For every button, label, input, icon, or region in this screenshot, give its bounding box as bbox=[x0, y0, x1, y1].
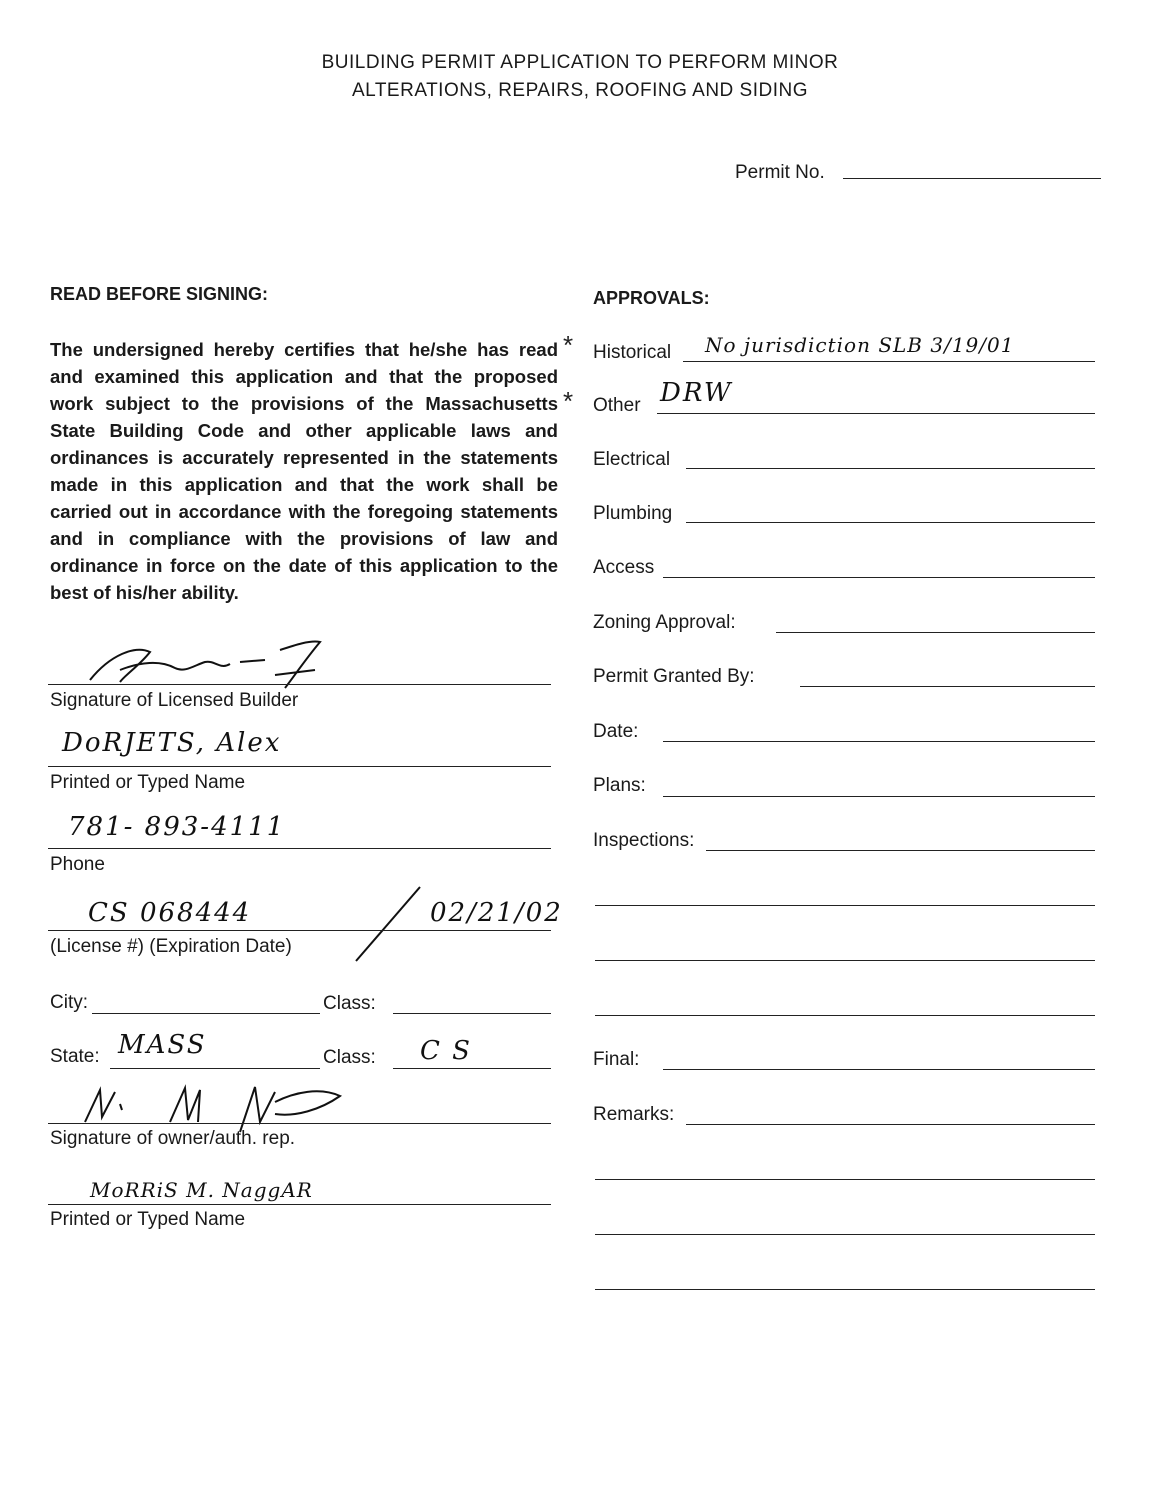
remarks-extra-line-1[interactable] bbox=[595, 1179, 1095, 1180]
builder-printed-name-label: Printed or Typed Name bbox=[50, 772, 246, 793]
remarks-extra-line-2[interactable] bbox=[595, 1234, 1095, 1235]
state-class-label: Class: bbox=[323, 1047, 376, 1068]
license-number-value: CS 068444 bbox=[88, 898, 252, 928]
inspections-field[interactable] bbox=[706, 850, 1095, 851]
historical-label: Historical bbox=[593, 342, 672, 363]
phone-label: Phone bbox=[50, 854, 105, 875]
plumbing-field[interactable] bbox=[686, 522, 1095, 523]
owner-printed-name-line[interactable] bbox=[48, 1204, 551, 1205]
phone-value: 781- 893-4111 bbox=[68, 812, 286, 842]
owner-signature-line[interactable] bbox=[48, 1123, 551, 1124]
builder-printed-name-line[interactable] bbox=[48, 766, 551, 767]
plans-label: Plans: bbox=[593, 775, 646, 796]
builder-signature-label: Signature of Licensed Builder bbox=[50, 690, 299, 711]
state-label: State: bbox=[50, 1046, 100, 1067]
other-asterisk-mark: * bbox=[563, 386, 574, 416]
permit-no-label: Permit No. bbox=[735, 162, 825, 183]
plumbing-label: Plumbing bbox=[593, 503, 673, 524]
remarks-label: Remarks: bbox=[593, 1104, 675, 1125]
date-label: Date: bbox=[593, 721, 639, 742]
owner-printed-name-label: Printed or Typed Name bbox=[50, 1209, 246, 1230]
access-field[interactable] bbox=[663, 577, 1095, 578]
inspections-extra-line-3[interactable] bbox=[595, 1015, 1095, 1016]
read-before-signing-heading: READ BEFORE SIGNING: bbox=[50, 284, 269, 304]
historical-field[interactable] bbox=[683, 361, 1095, 362]
state-value: MASS bbox=[118, 1030, 207, 1060]
inspections-label: Inspections: bbox=[593, 830, 695, 851]
certification-text: The undersigned hereby certifies that he/she has read and examined this application and that the proposed work subject to the provisions of the Massachusetts State Building Code and other applicable laws and ordinances is accurately represented in the statements made in this application and that the work shall be carried out in accordance with the foregoing statements and in compliance with the provisions of law and ordinance in force on the date of this application to the best of his/her ability. bbox=[50, 339, 558, 603]
license-expiration-value: 02/21/02 bbox=[430, 898, 563, 928]
license-line[interactable] bbox=[48, 930, 551, 931]
other-field[interactable] bbox=[657, 413, 1095, 414]
license-label: (License #) (Expiration Date) bbox=[50, 936, 292, 957]
phone-line[interactable] bbox=[48, 848, 551, 849]
final-field[interactable] bbox=[663, 1069, 1095, 1070]
city-class-field[interactable] bbox=[393, 1013, 551, 1014]
date-field[interactable] bbox=[663, 741, 1095, 742]
electrical-field[interactable] bbox=[686, 468, 1095, 469]
permit-granted-by-label: Permit Granted By: bbox=[593, 666, 755, 687]
other-value: DRW bbox=[660, 378, 733, 408]
approvals-heading: APPROVALS: bbox=[593, 288, 710, 308]
permit-no-field[interactable] bbox=[843, 178, 1101, 179]
final-label: Final: bbox=[593, 1049, 640, 1070]
remarks-field[interactable] bbox=[686, 1124, 1095, 1125]
historical-value: No jurisdiction SLB 3/19/01 bbox=[705, 333, 1015, 357]
state-class-field[interactable] bbox=[393, 1068, 551, 1069]
city-field[interactable] bbox=[92, 1013, 320, 1014]
city-class-label: Class: bbox=[323, 993, 376, 1014]
plans-field[interactable] bbox=[663, 796, 1095, 797]
remarks-extra-line-3[interactable] bbox=[595, 1289, 1095, 1290]
builder-printed-name-value: DoRJETS, Alex bbox=[62, 728, 282, 758]
license-separator-slash bbox=[350, 885, 430, 965]
state-field[interactable] bbox=[110, 1068, 320, 1069]
permit-granted-by-field[interactable] bbox=[800, 686, 1095, 687]
city-label: City: bbox=[50, 992, 88, 1013]
state-class-value: C S bbox=[420, 1036, 472, 1066]
builder-signature-line[interactable] bbox=[48, 684, 551, 685]
electrical-label: Electrical bbox=[593, 449, 671, 470]
zoning-approval-field[interactable] bbox=[776, 632, 1095, 633]
form-title-line1: BUILDING PERMIT APPLICATION TO PERFORM MINOR bbox=[321, 52, 839, 73]
historical-asterisk-mark: * bbox=[563, 330, 574, 360]
inspections-extra-line-2[interactable] bbox=[595, 960, 1095, 961]
zoning-approval-label: Zoning Approval: bbox=[593, 612, 736, 633]
access-label: Access bbox=[593, 557, 655, 578]
inspections-extra-line-1[interactable] bbox=[595, 905, 1095, 906]
builder-signature bbox=[80, 640, 340, 690]
form-title-line2: ALTERATIONS, REPAIRS, ROOFING AND SIDING bbox=[351, 80, 808, 101]
owner-printed-name-value: MoRRiS M. NaggAR bbox=[90, 1178, 313, 1202]
owner-signature-label: Signature of owner/auth. rep. bbox=[50, 1128, 296, 1149]
other-label: Other bbox=[593, 395, 641, 416]
